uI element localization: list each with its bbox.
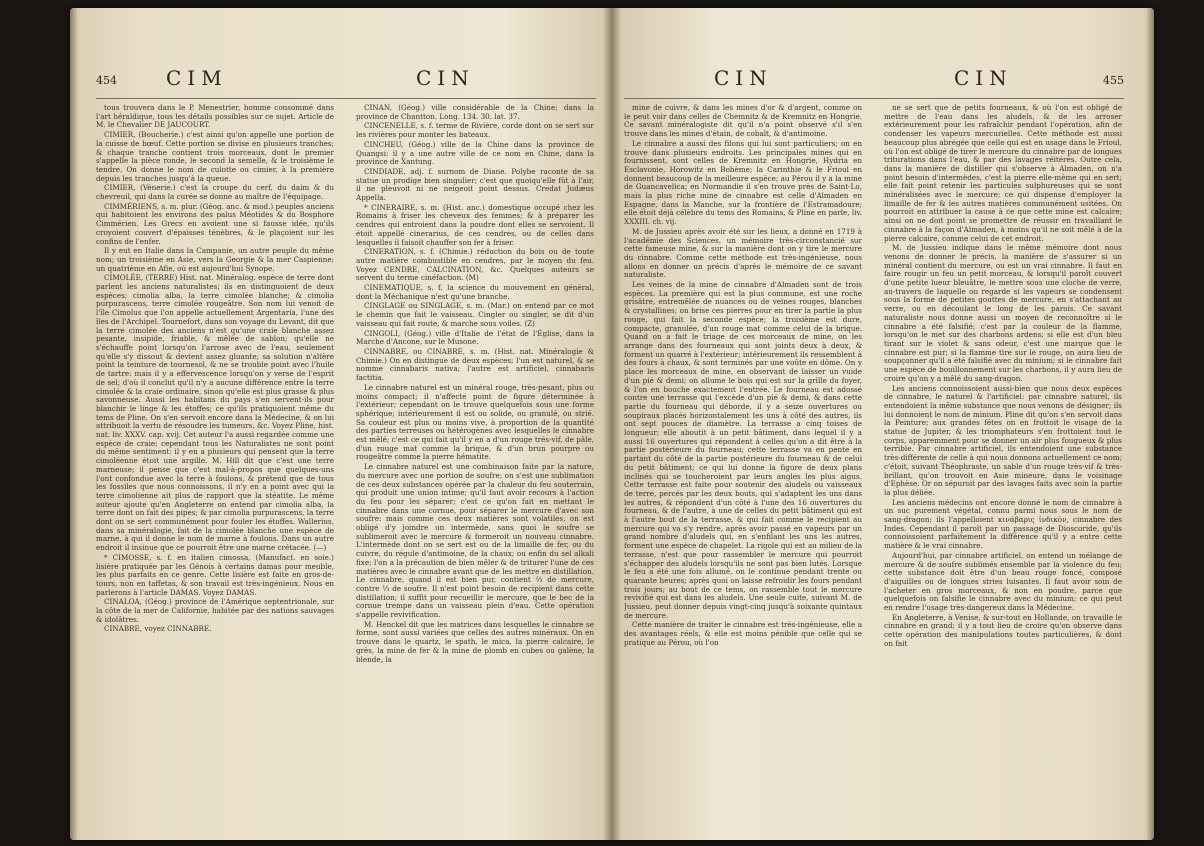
paragraph: CIMIER, (Vénerie.) c'est la croupe du cerf, du daim & du chevreuil, qui dans la curée se donne au maître de l'équipage. bbox=[96, 183, 334, 202]
running-head-right: CIN bbox=[954, 66, 1013, 90]
paragraph: CINDIADE, adj. f. surnom de Diane. Polybe raconte de sa statue un prodige bien singulier; c'est que quoiqu'elle fût à l'air, il ne pleuvoit ni ne neigeoit point dessus. Credat Judæus Appella. bbox=[356, 166, 594, 203]
paragraph: Cette manière de traiter le cinnabre est très-ingénieuse, elle a des avantages réels, & elle est moins pénible que celle qui se pratique au Pérou, où l'on bbox=[624, 620, 862, 647]
paragraph: M. de Jussieu après avoir été sur les lieux, a donné en 1719 à l'académie des Sciences, un mémoire très-circonstancié sur cette fameuse mine, & sur la manière dont on y tire le mercure du cinnabre. Comme cette méthode est très-ingénieuse, nous allons en donner un précis d'après le mémoire de ce savant naturaliste. bbox=[624, 226, 862, 280]
paragraph: CINNABRE, ou CINABRE, s. m. (Hist. nat. Minéralogie & Chimie.) On en distingue de deux espèces; l'un est naturel, & se nomme cinnabaris nativa; l'autre est artificiel, cinnabaris factitia. bbox=[356, 346, 594, 383]
paragraph: CINGLAGE ou SINGLAGE, s. m. (Mar.) on entend par ce mot le chemin que fait le vaisseau. Cingler ou singler, se dit d'un vaisseau qui fait route, & marche sous voiles. (Z) bbox=[356, 301, 594, 328]
running-head-right: CIN bbox=[416, 66, 475, 90]
paragraph: CIMMÉRIENS, s. m. plur. (Géog. anc. & mod.) peuples anciens qui habitoient les environs des palus Méotides & du Bosphore Cimmérien. Les Grecs en avoient une si fausse idée, qu'ils croyoient couvert d'épaisses ténèbres, & le plaçoient sur les confins de l'enfer. bbox=[96, 201, 334, 246]
paragraph: CINERATION, s. f. (Chimie.) réduction du bois ou de toute autre matière combustible en cendres, par le moyen du feu. Voyez CENDRE, CALCINATION, &c. Quelques auteurs se servent du terme cinéfaction. (M) bbox=[356, 247, 594, 283]
paragraph: Les anciens médecins ont encore donné le nom de cinnabre à un suc purement végétal, connu parmi nous sous le nom de sang-dragon; ils l'appelloient κινάβαρις ἰνδικὸν, cinnabre des Indes. Cependant il paroît par un passage de Dioscoride, qu'ils connoissoient parfaitement la différence qu'il y a entre cette matière & le vrai cinnabre. bbox=[884, 497, 1122, 551]
paragraph: M. de Jussieu indique dans le même mémoire dont nous venons de donner le précis, la manière de s'assurer si un minéral contient du mercure, ou est un vrai cinnabre. Il faut en faire rougir un feu un petit morceau, & lorsqu'il paroît couvert d'une petite lueur bleuâtre, le mettre sous une cloche de verre, au-travers de laquelle on regarde si les vapeurs se condensent sous la forme de petites gouttes de mercure, en s'attachant au verre, ou en découlant le long de les parois. Ce savant naturaliste nous donne aussi un moyen de reconnoître si le cinnabre a été falsifié; c'est par la couleur de la flamme, lorsqu'on le met sur des charbons ardens; si elle est d'un bleu tirant sur le violet & sans odeur, c'est une marque que le cinnabre est pur; si la flamme tire sur le rouge, on aura lieu de soupçonner qu'il a été falsifié avec du minium; si le cinnabre fait une espèce de bouillonnement sur les charbons, il y aura lieu de croire qu'on y a mêlé du sang-dragon. bbox=[884, 243, 1122, 383]
left-page-header bbox=[96, 64, 596, 94]
paragraph: CINCENELLE, s. f. terme de Rivière, corde dont on se sert sur les rivières pour monter les bateaux. bbox=[356, 121, 594, 140]
paragraph: CINABRE, voyez CINNABRE. bbox=[104, 624, 212, 634]
book-spread bbox=[70, 8, 1154, 840]
paragraph: Les veines de la mine de cinnabre d'Almaden sont de trois espèces. La première qui est la plus commune, est une roche grisâtre, entremêlée de nuances ou de veines rouges, blanches & crystallines; on brise ces pierres pour en tirer la partie la plus rouge, qui fait la seconde espèce; la troisième est dure, compacte, granulée, d'un rouge mat comme celui de la brique. Quand on a fait le triage de ces morceaux de mine, on les arrange dans des fourneaux qui sont joints deux à deux, & forment un quarré à l'extérieur; intérieurement ils ressemblent à des fours à chaux, & sont terminés par une voûte en dôme. On y place les morceaux de mine, en observant de laisser un vuide d'un pié & demi; on allume le bois qui est sur la grille du foyer, & l'on en bouche exactement l'entrée. Le fourneau est adossé contre une terrasse qui l'excède d'un pié & demi, & dans cette partie du fourneau qui déborde, il y a seize ouvertures ou soupiraux placés horizontalement les uns à côté des autres, ils ont sept pouces de diamètre. La terrasse a cinq toises de longueur; elle aboutit à un petit bâtiment, dans lequel il y a aussi 16 ouvertures qui répondent à celles qu'on a dit être à la partie postérieure du fourneau; cette terrasse va en pente en partant du côté de la partie postérieure du fourneau & de celui du petit bâtiment; ce qui lui donne la figure de deux plans inclinés qui se toucheroient par leurs angles les plus aigus. Cette terrasse est faite pour soutenir des aludels ou vaisseaux de terre, percés par les deux bouts, qui s'adaptent les uns dans les autres, & répondent d'un côté à l'une des 16 ouvertures du fourneau, & de l'autre, à une de celles du petit bâtiment qui est à l'autre bout de la terrasse, & qui fait comme le recipient au mercure qui va s'y rendre, après avoir passé en vapeurs par un grand nombre d'aludels qui, en s'enfilant les uns les autres, forment une espèce de chapelet. La rigole qui est au milieu de la terrasse, n'est que pour rassembler le mercure qui pourroit s'échapper des aludels lorsqu'ils ne sont pas bien lutés. Lorsque le feu a été une fois allumé, on le continue pendant trente ou quarante heures; après quoi on laisse refroidir les fours pendant trois jours; au bout de ce tems, on rassemble tout le mercure revivifié qui est dans les aludels. Une seule cuite, suivant M. de Jussieu, peut donner depuis vingt-cinq jusqu'à soixante quintaux de mercure. bbox=[624, 280, 862, 620]
text-column-left bbox=[624, 104, 862, 816]
running-head-left: CIN bbox=[714, 66, 773, 90]
right-page-edge bbox=[1146, 8, 1154, 840]
book-gutter bbox=[602, 8, 622, 840]
left-page-edge bbox=[70, 8, 78, 840]
paragraph: CIMIER, (Boucherie.) c'est ainsi qu'on appelle une portion de la cuisse de bœuf. Cette portion se divise en plusieurs tranches; & chaque tranche contient trois morceaux, dont le premier s'appelle la pièce ronde, le second la semelle, & le troisième le tendre. On donne le nom de culotte ou cimier, à la première depuis les tranches jusqu'à la queue. bbox=[96, 130, 334, 183]
page-number: 454 bbox=[96, 74, 117, 87]
paragraph: CINEMATIQUE, s. f. la science du mouvement en général, dont la Méchanique n'est qu'une branche. bbox=[356, 283, 594, 301]
paragraph: CINGOLI, (Géog.) ville d'Italie de l'état de l'Église, dans la Marche d'Ancone, sur le Musone. bbox=[356, 328, 594, 347]
header-rule bbox=[96, 98, 596, 99]
page-number: 455 bbox=[1103, 74, 1124, 87]
paragraph: Le cinnabre naturel est un minéral rouge, très-pesant, plus ou moins compact; il n'affecte point de figure déterminée à l'extérieur; cependant on le trouve quelquefois sous une forme sphérique; intérieurement il est ou solide, ou granulé, ou strié. Sa couleur est plus ou moins vive, à proportion de la quantité des parties terreuses ou hétérogènes avec lesquelles le cinnabre est mêlé; c'est ce qui fait qu'il y en a d'un rouge très-vif, de pâle, d'un rouge mat comme la brique, & d'un brun pourpre ou rougeâtre comme la pierre hématite. bbox=[356, 382, 594, 462]
paragraph: Le cinnabre a aussi des filons qui lui sont particuliers; on en trouve dans plusieurs endroits. Les principales mines qui en fournissent, sont celles de Kremnitz en Hongrie, Hydria en Esclavonie, Horowitz en Bohème; la Carinthie & le Frioul en donnent beaucoup de la meilleure espèce; au Pérou il y a la mine de Guancavelica; en Normandie il s'en trouve près de Saint-Lo, mais la plus riche mine de cinnabre est celle d'Almaden en Espagne, dans la Manche, sur la frontière de l'Estramadoure; elle étoit déjà célèbre du tems des Romains, & Pline en parle, liv. XXXIII. ch. vij. bbox=[624, 138, 862, 227]
paragraph: Aujourd'hui, par cinnabre artificiel, on entend un mélange de mercure & de soufre sublimés ensemble par la violence du feu; cette substance doit être d'un beau rouge foncé, composé d'aiguilles ou de longues stries luisantes. Il faut avoir soin de l'acheter en gros morceaux, & non en poudre, parce que quelquefois on falsifie le cinnabre avec du minium; ce qui peut en rendre l'usage très-dangereux dans la Médecine. bbox=[884, 550, 1122, 613]
paragraph: ne se sert que de petits fourneaux, & où l'on est obligé de mettre de l'eau dans les aludels, & de les arroser extérieurement pour les rafraîchir pendant l'opération, afin de condenser les vapeurs mercurielles. Cette méthode est aussi beaucoup plus abrégée que celle qui est en usage dans le Frioul, où l'on est obligé de tirer le mercure du cinnabre par de longues triturations dans l'eau, & par des lavages réitérés. Outre cela, dans la manière de distiller qui s'observe à Almaden, on n'a point besoin d'intermèdes, c'est la pierre elle-même qui en sert; elle fait point retenir les particules sulphureuses qui se sont minéralisées avec le mercure; ce qui dispense d'employer la limaille de fer & les autres matières communément usitées. On pourroit en attribuer la cause à ce que cette mine est calcaire; ainsi on ne doit point se promettre de réussir en travaillant le cinnabre à la façon d'Almaden, à moins qu'il ne soit mêlé à de la pierre calcaire, comme celui de cet endroit. bbox=[884, 104, 1122, 243]
paragraph: * CINERAIRE, s. m. (Hist. anc.) domestique occupé chez les Romains à friser les cheveux des femmes; & à préparer les cendres qui entroient dans la poudre dont elles se servoient. Il étoit appellé cinerarius, de ces cendres, ou de celles dans lesquelles il faisoit chauffer son fer à friser. bbox=[356, 202, 594, 247]
paragraph: mine de cuivre, & dans les mines d'or & d'argent, comme on le peut voir dans celles de Chemnitz & de Kremnitz en Hongrie. Ce savant minéralogiste dit qu'il n'a point observé s'il s'en trouve dans les mines d'étain, de cobalt, & d'antimoine. bbox=[624, 104, 862, 139]
paragraph: M. Henckel dit que les matrices dans lesquelles le cinnabre se forme, sont aussi variées que celles des autres minéraux. On en trouve dans le quartz, le spath, le mica, la pierre calcaire, le grès, la mine de fer & la mine de plomb en cubes ou galène, la blende, la bbox=[356, 619, 594, 664]
paragraph: CIMOLÉE, (TERRE) Hist. nat. Minéralog. espèce de terre dont parlent les anciens naturalistes; ils en distinguoient de deux espèces; cimolia alba, la terre cimolée blanche; & cimolia purpurascens, terre cimolée rougeâtre. Son nom lui venoit de l'île Cimolus que l'on appelle actuellement Argentaria, l'une des îles de l'Archipel. Tournefort, dans son voyage du Levant, dit que la terre cimolée des anciens n'est qu'une craie blanche assez pesante, insipide, friable, & mêlée de sablon; qu'elle ne s'échauffe point lorsqu'on l'arrose avec de l'eau, seulement qu'elle s'y dissout & devient assez gluante; sa solution n'altère point la teinture de tournesol, & ne se trouble point avec l'huile de tartre: mais il y a effervescence lorsqu'on y verse de l'esprit de sel; d'où il conclut qu'il n'y a aucune différence entre la terre cimolée & la craie ordinaire, sinon qu'elle est plus grasse & plus savonneuse. Aussi les habitans du pays s'en servent-ils pour blanchir le linge & les étoffes; ce qu'ils pratiquoient même du tems de Pline. On s'en servoit encore dans la Médecine, & on lui attribuoit la vertu de résoudre les tumeurs, &c. Voyez Pline, hist. nat. liv. XXXV. cap. xvij. Cet auteur l'a aussi regardée comme une espèce de craie; cependant tous les Naturalistes ne sont point du même sentiment: il y en a plusieurs qui pensent que la terre cimoléenne étoit une argille. M. Hill dit que c'est une terre marneuse; il pense que c'est mal-à-propos que quelques-uns l'ont confondue avec la terre à foulons, & prétend que de tous les fossiles que nous connoissons, il n'y en a point avec qui la terre cimolienne ait plus de rapport que la stéatite. Le même auteur ajoute qu'en Angleterre on entend par cimolia alba, la terre dont on fait des pipes; & par cimolia purpurascens, la terre dont on se sert communément pour fouler les étoffes. Wallerius, dans sa minéralogie, fait de la cimolée blanche une espèce de marne, à qui il donne le nom de marne à foulons. Dans un autre endroit il insinue que ce pourroit être une marne crétacée. (—) bbox=[96, 273, 334, 553]
right-page-header bbox=[624, 64, 1124, 94]
paragraph: Les anciens connoissoient aussi-bien que nous deux espèces de cinnabre, le naturel & l'artificiel: par cinnabre naturel, ils entendoient la même substance que nous venons de désigner; ils lui donnoient le nom de minium. Pline dit qu'on s'en servoit dans la Peinture; aux grandes fêtes on en frottoit le visage de la statue de Jupiter, & les triomphateurs s'en frottoient tout le corps, apparemment pour se donner un air plus fougueux & plus terrible. Par cinnabre artificiel, ils entendoient une substance très-différente de celle à qui nous donnons actuellement ce nom; c'étoit, suivant Théophraste, un sable d'un rouge très-vif & très-brillant, qu'on trouvoit en Asie mineure, dans le voisinage d'Ephèse. Or on sépuroit par des lavages faits avec soin la partie la plus déliée. bbox=[884, 383, 1122, 497]
text-column-right bbox=[884, 104, 1122, 816]
paragraph: tous trouvera dans le P. Menestrier, homme consommé dans l'art héraldique, tous les détails possibles sur ce sujet. Article de M. le Chevalier DE JAUCOURT. bbox=[96, 104, 334, 130]
paragraph: Il y eut en Italie dans la Campanie, un autre peuple du même nom; un troisième en Asie, vers la Georgie & la mer Caspienne; un quatrième en Afie, où est aujourd'hui Synope. bbox=[96, 246, 334, 273]
text-column-left bbox=[96, 104, 334, 816]
right-page bbox=[624, 8, 1124, 840]
paragraph: CINAN, (Géog.) ville considérable de la Chine; dans la province de Chantton. Long. 134. 30. lat. 37. bbox=[356, 104, 594, 121]
paragraph: CINALOA, (Géog.) province de l'Amérique septentrionale, sur la côte de la mer de Californie, habitée par des nations sauvages & idolâtres. bbox=[96, 597, 334, 624]
paragraph: * CIMOSSE, s. f. en italien cimossa, (Manufact. en soie.) lisière pratiquée par les Génois à certains damas pour meuble, les plus parfaits en ce genre. Cette lisière est faite en gros-de-tours, non en taffetas, & son travail est très-ingénieux. Nous en parlerons à l'article DAMAS. Voyez DAMAS. bbox=[96, 552, 334, 597]
running-head-left: CIM bbox=[166, 66, 228, 90]
text-column-right bbox=[356, 104, 594, 816]
paragraph: En Angleterre, à Venise, & sur-tout en Hollande, on travaille le cinnabre en grand; il y a tout lieu de croire qu'on observe dans cette opération des manipulations toutes particulières, & dont on fait bbox=[884, 612, 1122, 648]
paragraph: CINCHEU, (Géog.) ville de la Chine dans la province de Quangsi: il y a une autre ville de ce nom en Chine, dans la province de Xantung. bbox=[356, 139, 594, 167]
paragraph: Le cinnabre naturel est une combinaison faite par la nature, du mercure avec une portion de soufre; on s'est une sublimation de ces deux substances opérée par la chaleur du feu souterrain, qui produit une union intime; qu'il faut avoir recours à l'action du feu pour les séparer; c'est ce qu'on fait en mettant le cinnabre dans une cornue, pour séparer le mercure d'avec son soufre: mais comme ces deux matières sont volatiles, on est obligé d'y joindre un intermède, sans quoi le soufre se sublimeroit avec le mercure & formeroit un nouveau cinnabre. L'intermède dont on se sert est ou de la limaille de fer, ou du cuivre, du régule d'antimoine, de la chaux; ou enfin du sel alkali fixe; l'on a la précaution de bien mêler & de triturer l'une de ces matières avec le cinnabre avant que de les mettre en distillation. Le cinnabre, quand il est bien pur, contient ⅔ de mercure, contre ⅓ de soufre. Il n'est point besoin de recipient dans cette distillation; il suffit pour recueillir le mercure, que le bec de la cornue trempe dans un vaisseau plein d'eau. Cette opération s'appelle revivification. bbox=[356, 462, 594, 620]
header-rule bbox=[624, 98, 1124, 99]
left-page bbox=[96, 8, 596, 840]
